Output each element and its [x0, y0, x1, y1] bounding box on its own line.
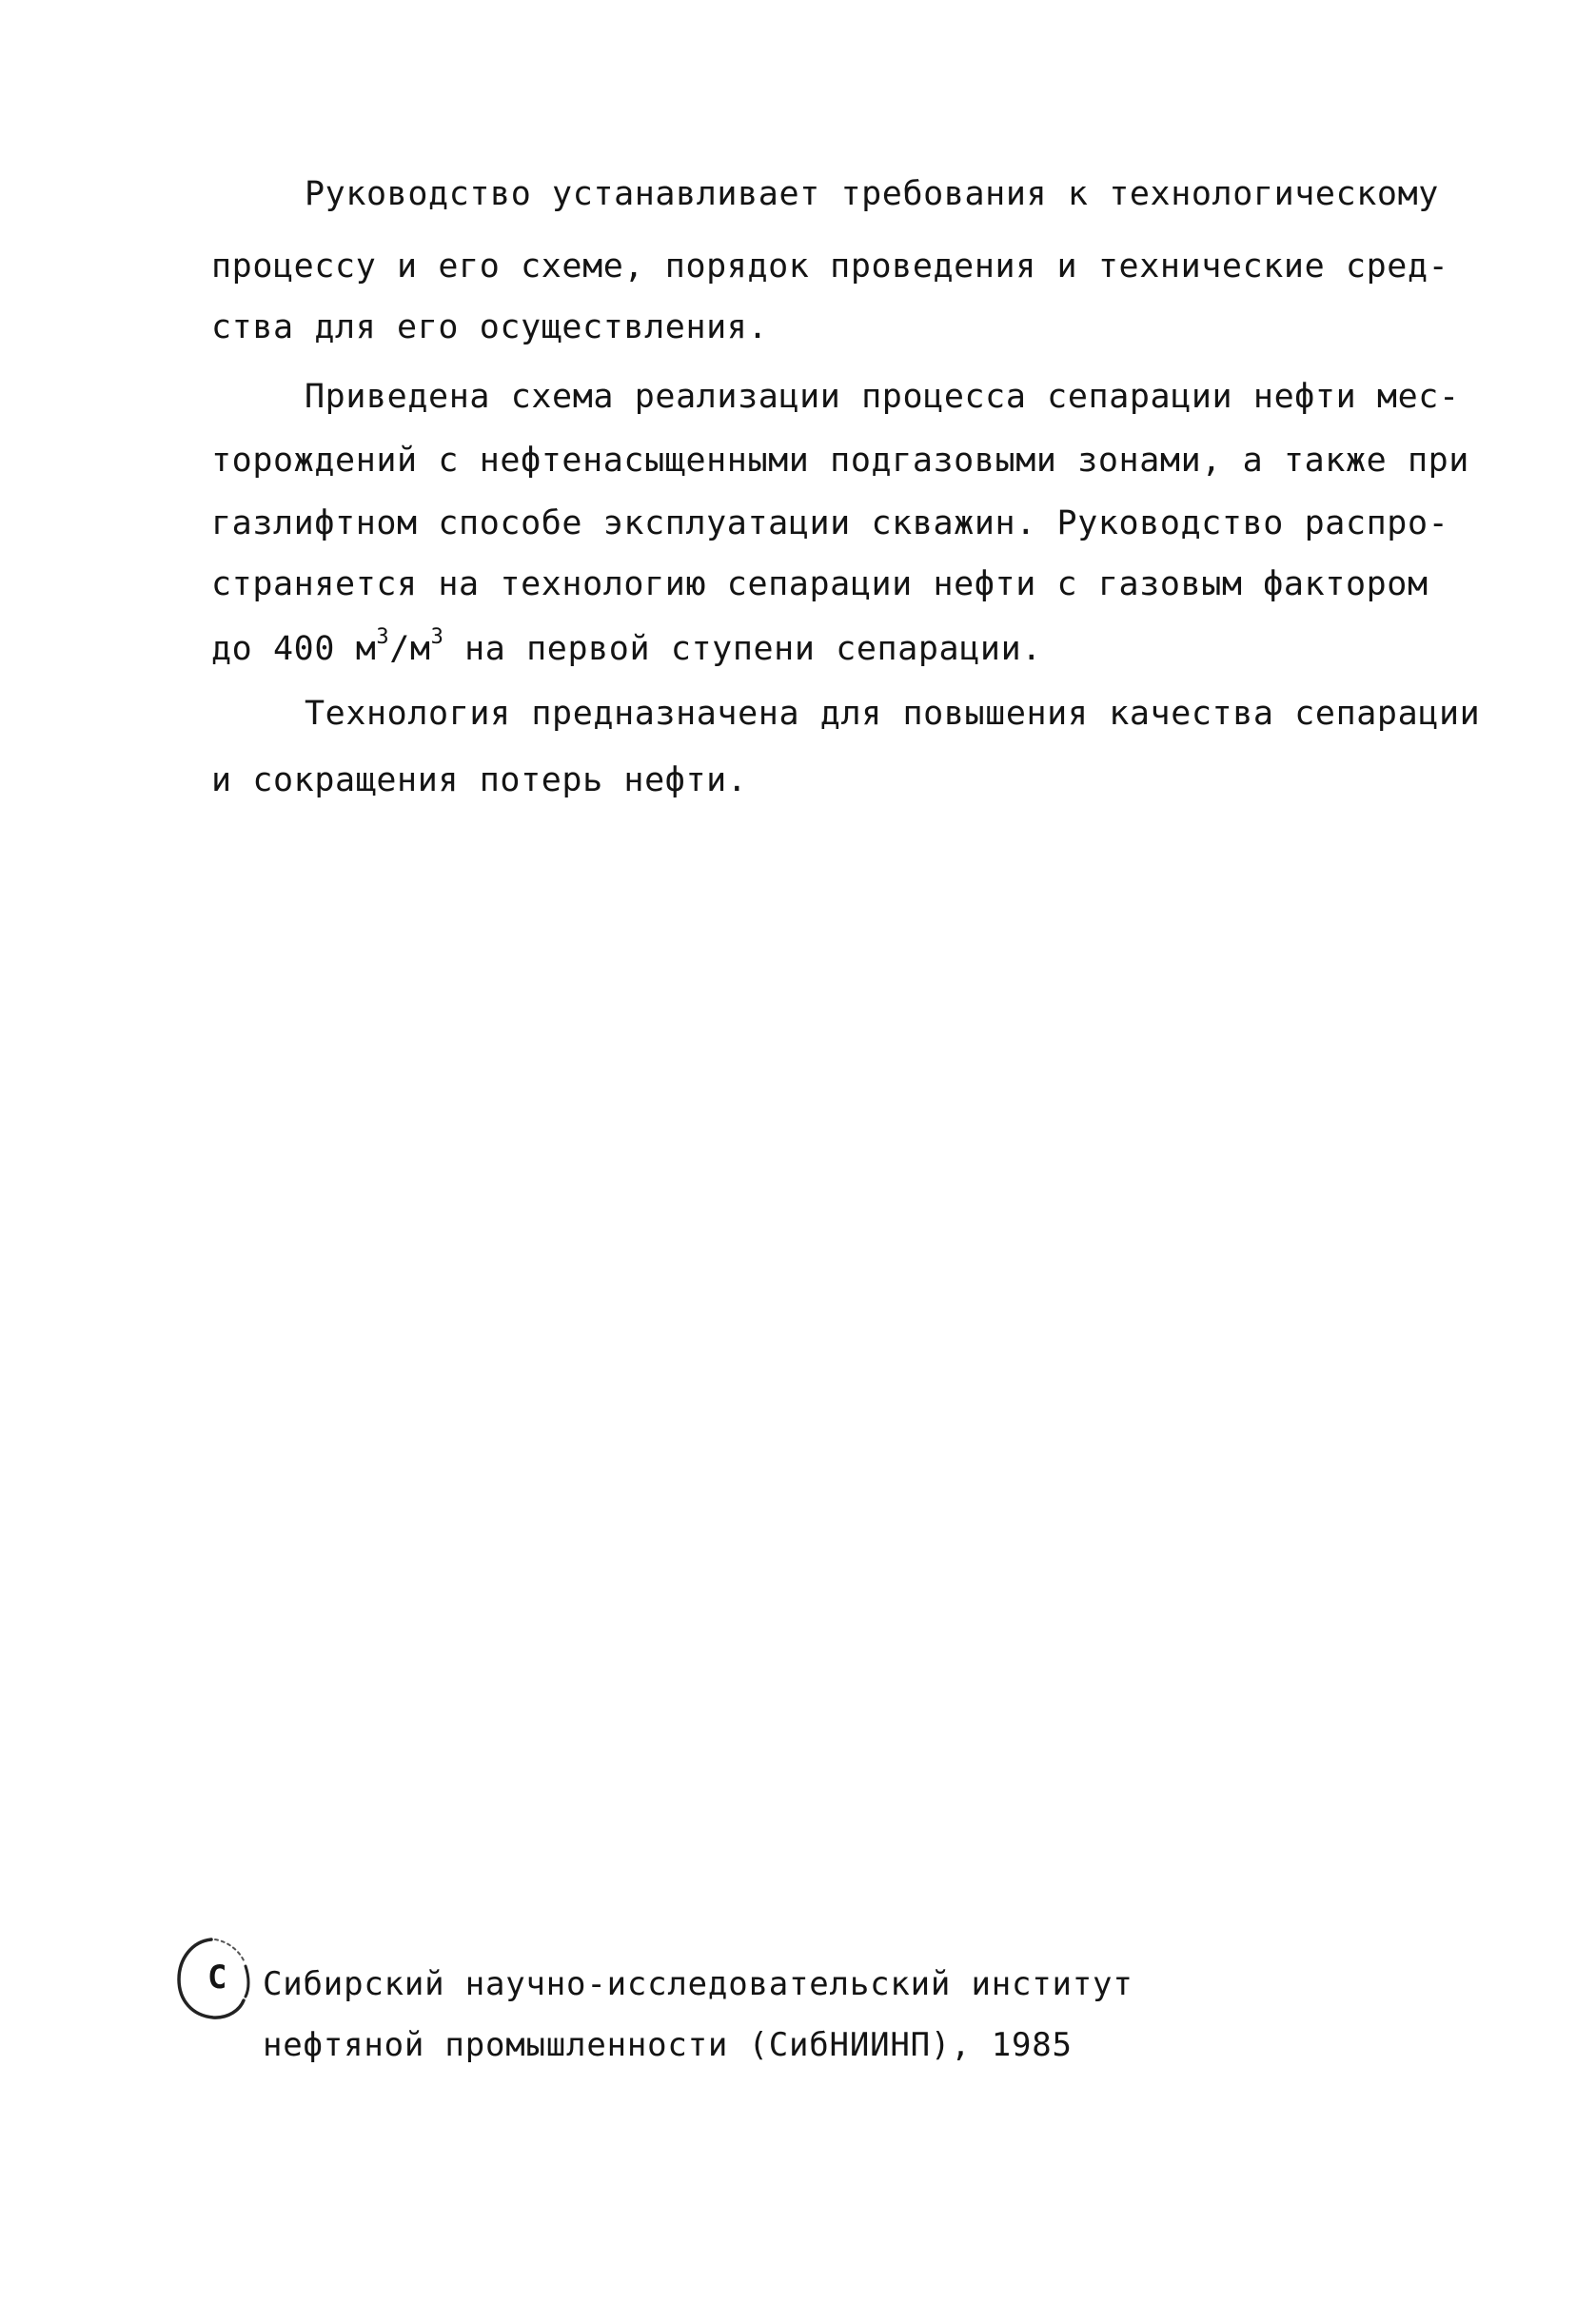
paragraph-3-line-2: и сокращения потерь нефти. [211, 761, 748, 799]
copyright-line-1: Сибирский научно-исследовательский институт [263, 1965, 1133, 2003]
paragraph-3-line-1: Технология предназначена для повышения качества сепарации [305, 695, 1481, 733]
superscript: 3 [430, 625, 444, 650]
paragraph-2-line-1: Приведена схема реализации процесса сепарации нефти мес- [305, 378, 1460, 416]
line-text: /м [389, 630, 431, 668]
paragraph-2-line-5 [211, 625, 1042, 670]
copyright-letter: С [207, 1959, 227, 1997]
paragraph-2-line-3: газлифтном способе эксплуатации скважин. Руководство распро- [211, 504, 1449, 542]
paragraph-2-line-4: страняется на технологию сепарации нефти с газовым фактором [211, 565, 1429, 603]
superscript: 3 [376, 625, 390, 650]
line-text: на первой ступени сепарации. [443, 630, 1042, 668]
paragraph-1-line-1: Руководство устанавливает требования к технологическому [305, 175, 1439, 213]
paragraph-1-line-2: процессу и его схеме, порядок проведения и технические сред- [211, 247, 1449, 285]
line-text: до 400 м [211, 630, 377, 668]
paragraph-2-line-2: торождений с нефтенасыщенными подгазовыми зонами, а также при [211, 442, 1469, 480]
paragraph-1-line-3: ства для его осуществления. [211, 308, 769, 346]
copyright-line-2: нефтяной промышленности (СибНИИНП), 1985 [263, 2026, 1073, 2064]
